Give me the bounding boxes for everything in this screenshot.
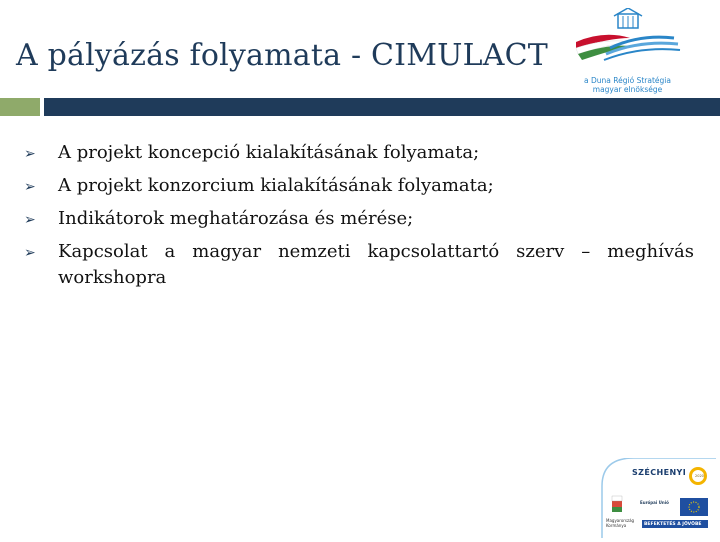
bullet-text: Kapcsolat a magyar nemzeti kapcsolattartó szerv – meghívás workshopra [58,241,694,288]
eu-caption: Európai Unió [640,500,669,505]
slide-title: A pályázás folyamata - CIMULACT [16,38,548,73]
bullet-list [24,140,694,298]
accent-bar-blue [44,98,720,116]
bullet-text: Indikátorok meghatározása és mérése; [58,208,414,229]
list-item [24,206,694,232]
duna-region-logo [570,8,685,96]
arrow-bullet-icon: ➢ [24,146,36,162]
szechenyi-badge: 2020 [695,474,704,478]
list-item [24,140,694,166]
bullet-text: A projekt konzorcium kialakításának folyamata; [58,175,494,196]
list-item [24,239,694,291]
arrow-bullet-icon: ➢ [24,212,36,228]
accent-bar-green [0,98,40,116]
gov-caption: Magyarország Kormánya [606,518,635,528]
arrow-bullet-icon: ➢ [24,245,36,261]
duna-caption-line2: magyar elnöksége [592,85,663,94]
arrow-bullet-icon: ➢ [24,179,36,195]
duna-logo-graphic [570,8,685,70]
list-item [24,173,694,199]
szechenyi-brand: SZÉCHENYI [632,468,687,477]
future-banner: BEFEKTETÉS A JÖVŐBE [644,522,702,527]
duna-caption-line1: a Duna Régió Stratégia [584,76,671,85]
bullet-text: A projekt koncepció kialakításának folyamata; [58,142,480,163]
szechenyi-logo [594,458,716,538]
